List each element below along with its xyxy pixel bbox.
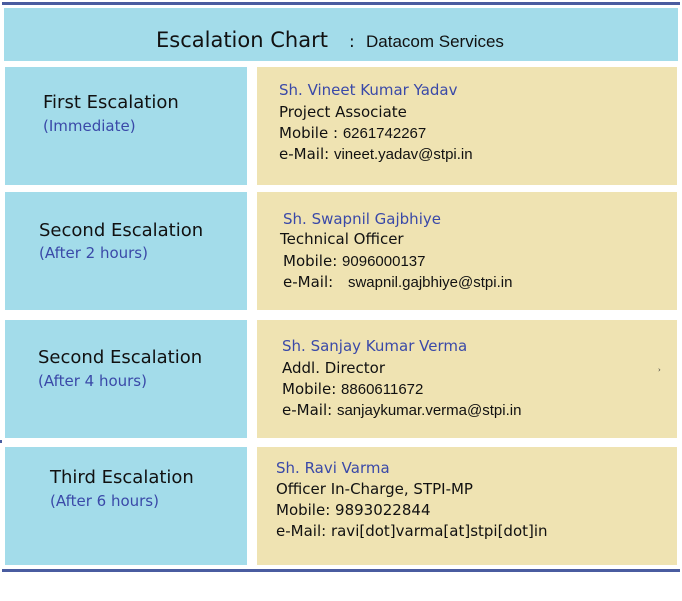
level-title: Second Escalation <box>39 220 204 241</box>
edge-tick <box>0 440 2 443</box>
email-label: e-Mail: <box>283 273 334 291</box>
mobile-value: 8860611672 <box>341 381 424 398</box>
contact-email-row <box>279 145 473 163</box>
contact-designation: Addl. Director <box>282 359 386 377</box>
contact-mobile-row <box>279 124 426 142</box>
escalation-level-3 <box>5 320 247 438</box>
contact-designation: Project Associate <box>279 103 407 121</box>
level-timing: (After 6 hours) <box>50 492 159 510</box>
email-value: ravi[dot]varma[at]stpi[dot]in <box>330 522 548 540</box>
mobile-label: Mobile: <box>283 252 338 270</box>
level-timing: (After 4 hours) <box>38 372 147 390</box>
escalation-level-1 <box>5 67 247 185</box>
email-label: e-Mail: <box>279 145 330 163</box>
escalation-level-2 <box>5 192 247 310</box>
mobile-value: 9893022844 <box>335 501 431 519</box>
escalation-contact-4 <box>257 447 677 565</box>
contact-name: Sh. Swapnil Gajbhiye <box>283 210 441 228</box>
company-name: Datacom Services <box>366 32 504 51</box>
top-rule <box>2 2 680 5</box>
contact-designation: Officer In-Charge, STPI-MP <box>276 480 473 498</box>
escalation-contact-2 <box>257 192 677 310</box>
contact-mobile-row <box>283 252 425 270</box>
level-title: First Escalation <box>43 92 179 113</box>
contact-designation: Technical Officer <box>280 230 404 248</box>
level-title: Third Escalation <box>50 467 194 488</box>
contact-email-row <box>282 401 521 419</box>
chart-header <box>4 8 678 61</box>
contact-name: Sh. Sanjay Kumar Verma <box>282 337 468 355</box>
escalation-level-4 <box>5 447 247 565</box>
email-value: sanjaykumar.verma@stpi.in <box>336 402 522 419</box>
escalation-contact-1 <box>257 67 677 185</box>
chart-title: Escalation Chart <box>156 28 328 52</box>
contact-name: Sh. Ravi Varma <box>276 459 390 477</box>
title-separator: : <box>349 32 355 52</box>
email-label: e-Mail: <box>276 522 327 540</box>
stray-marker: › <box>658 366 661 374</box>
contact-name: Sh. Vineet Kumar Yadav <box>279 81 458 99</box>
mobile-value: 9096000137 <box>342 253 426 270</box>
mobile-value: 6261742267 <box>342 125 427 142</box>
mobile-label: Mobile : <box>279 124 339 142</box>
escalation-contact-3 <box>257 320 677 438</box>
level-timing: (After 2 hours) <box>39 244 148 262</box>
email-label: e-Mail: <box>282 401 333 419</box>
contact-mobile-row <box>276 501 430 519</box>
level-title: Second Escalation <box>38 347 203 368</box>
level-timing: (Immediate) <box>43 117 136 135</box>
contact-mobile-row <box>282 380 423 398</box>
email-value: vineet.yadav@stpi.in <box>333 146 473 163</box>
contact-email-row <box>276 522 548 540</box>
mobile-label: Mobile: <box>282 380 337 398</box>
mobile-label: Mobile: <box>276 501 331 519</box>
email-value: swapnil.gajbhiye@stpi.in <box>347 274 513 291</box>
contact-email-row <box>283 273 512 291</box>
bottom-rule <box>2 569 680 572</box>
